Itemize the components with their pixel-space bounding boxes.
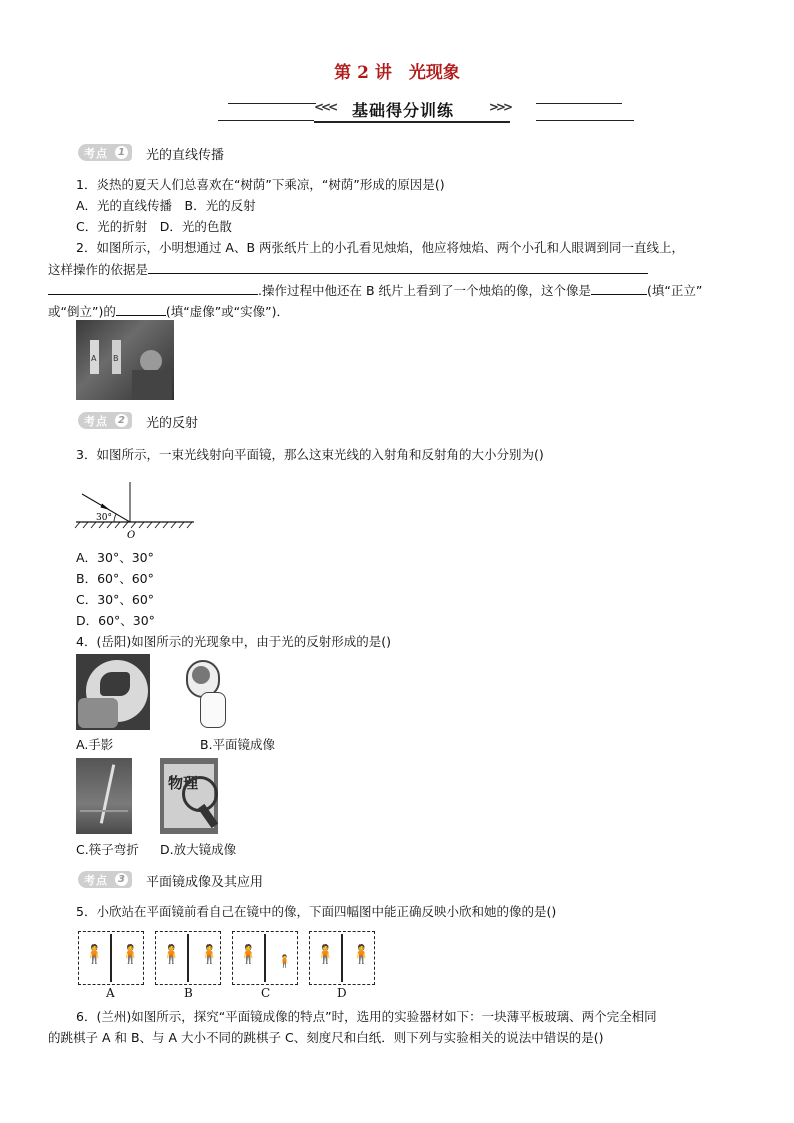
chevrons-left-icon: <<< (314, 100, 336, 114)
chevrons-right-icon: >>> (488, 100, 510, 114)
topic-title: 光的反射 (146, 416, 199, 431)
girl-image-icon: 🧍 (198, 944, 221, 965)
answer-blank[interactable] (48, 281, 258, 295)
q5-figure-b (155, 931, 221, 985)
q5-label-a: A (106, 986, 115, 1000)
girl-image-icon: 🧍 (277, 954, 292, 968)
q4-mirror-girl-image (180, 656, 236, 730)
ray-arrow-icon (101, 504, 111, 511)
answer-blank[interactable] (116, 302, 166, 316)
q4-magnifier-photo: 物理 (160, 758, 218, 834)
q4-hand-shadow-photo (76, 654, 150, 730)
q6-line1: 6．(兰州)如图所示，探究“平面镜成像的特点”时，选用的实验器材如下：一块薄平板玻璃、两个完全相同 (76, 1009, 657, 1024)
mirror-line (264, 934, 266, 982)
q5-figure-c (232, 931, 298, 985)
q3-option-a: A．30°、30° (76, 550, 154, 565)
q5-label-d: D (337, 986, 347, 1000)
q3-option-c: C．30°、60° (76, 592, 155, 607)
girl-icon: 🧍 (237, 944, 260, 965)
mirror-hatching (75, 522, 192, 528)
topic-badge: 考点 2 (78, 412, 132, 429)
q2-line4: 或“倒立”)的 (填“虚像”或“实像”)． (48, 304, 290, 319)
topic-badge: 考点 1 (78, 144, 132, 161)
mirror-line (341, 934, 343, 982)
girl-icon: 🧍 (314, 944, 337, 965)
page-title: 第 2 讲 光现象 (334, 63, 460, 83)
q4-stem: 4．(岳阳)如图所示的光现象中，由于光的反射形成的是() (76, 634, 391, 649)
q4-caption-c: C.筷子弯折 (76, 842, 139, 857)
girl-image-icon: 🧍 (350, 944, 373, 965)
q5-label-b: B (184, 986, 193, 1000)
q3-option-d: D．60°、30° (76, 613, 155, 628)
q4-caption-a: A.手影 (76, 737, 114, 752)
q2-line3: .操作过程中他还在 B 纸片上看到了一个烛焰的像，这个像是 (填“正立” (48, 281, 702, 300)
q5-stem: 5．小欣站在平面镜前看自己在镜中的像，下面四幅图中能正确反映小欣和她的像的是() (76, 904, 557, 919)
girl-icon: 🧍 (83, 944, 106, 965)
angle-label: 30° (96, 513, 112, 523)
topic-header-1 (78, 143, 378, 163)
q2-line1: 2．如图所示，小明想通过 A、B 两张纸片上的小孔看见烛焰，他应将烛焰、两个小孔和人眼调到同一直线上， (76, 240, 685, 255)
angle-arc (114, 514, 116, 522)
q1-stem: 1．炎热的夏天人们总喜欢在“树荫”下乘凉，“树荫”形成的原因是() (76, 177, 445, 192)
q3-mirror-diagram (70, 478, 200, 544)
q4-caption-b: B.平面镜成像 (200, 737, 276, 752)
section-title: 基础得分训练 (352, 101, 455, 120)
mirror-line (110, 934, 112, 982)
topic-header-3 (78, 870, 378, 890)
q3-option-b: B．60°、60° (76, 571, 154, 586)
q2-line2: 这样操作的依据是 (48, 260, 648, 279)
section-header (314, 99, 510, 123)
q6-line2: 的跳棋子 A 和 B、与 A 大小不同的跳棋子 C、刻度尺和白纸．则下列与实验相关的说法中错误的是() (48, 1030, 604, 1045)
topic-header-2 (78, 411, 378, 431)
q5-figure-a (78, 931, 144, 985)
q3-stem: 3．如图所示，一束光线射向平面镜，那么这束光线的入射角和反射角的大小分别为() (76, 447, 544, 462)
topic-badge: 考点 3 (78, 871, 132, 888)
answer-blank[interactable] (148, 260, 648, 274)
q5-label-c: C (261, 986, 271, 1000)
q4-caption-d: D.放大镜成像 (160, 842, 237, 857)
q2-candle-photo: A B (76, 320, 174, 400)
topic-title: 光的直线传播 (146, 148, 225, 163)
mirror-line (187, 934, 189, 982)
answer-blank[interactable] (591, 281, 647, 295)
q5-figure-d (309, 931, 375, 985)
q1-options-row1: A．光的直线传播 B．光的反射 (76, 198, 256, 213)
girl-icon: 🧍 (160, 944, 183, 965)
q1-options-row2: C．光的折射 D．光的色散 (76, 219, 232, 234)
point-label: O (127, 530, 136, 541)
q4-chopstick-photo (76, 758, 132, 834)
topic-title: 平面镜成像及其应用 (146, 875, 264, 890)
girl-image-icon: 🧍 (119, 944, 142, 965)
